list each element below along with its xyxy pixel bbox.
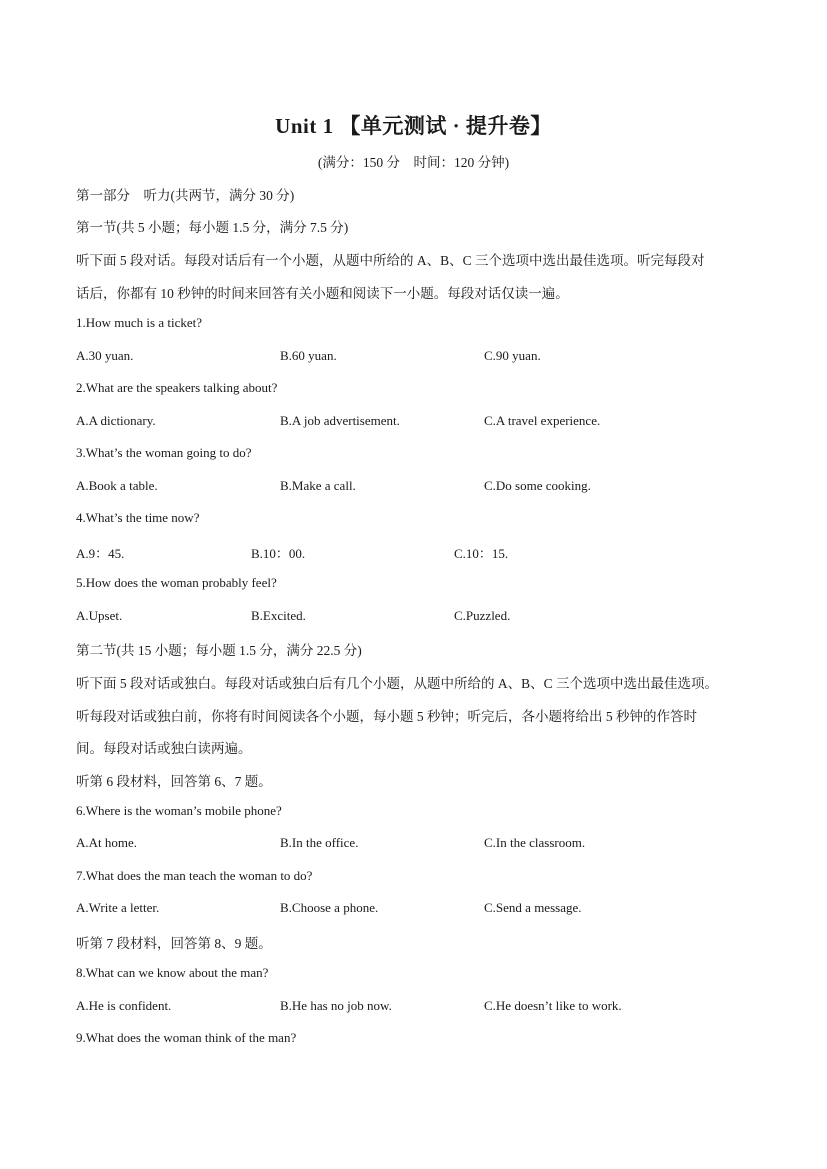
q5-option-b: B.Excited. [251, 608, 306, 623]
q8-option-a: A.He is confident. [76, 998, 172, 1013]
section1-heading: 第一节(共 5 小题；每小题 1.5 分，满分 7.5 分) [76, 220, 349, 235]
page-title: Unit 1 【单元测试 · 提升卷】 [275, 114, 552, 138]
section2-heading: 第二节(共 15 小题；每小题 1.5 分，满分 22.5 分) [76, 643, 362, 658]
q2-option-c: C.A travel experience. [484, 413, 601, 428]
question-2: 2.What are the speakers talking about? [76, 380, 278, 395]
question-8: 8.What can we know about the man? [76, 965, 269, 980]
q2-option-b: B.A job advertisement. [280, 413, 400, 428]
question-1: 1.How much is a ticket? [76, 315, 202, 330]
section2-instruction-line-1: 听下面 5 段对话或独白。每段对话或独白后有几个小题，从题中所给的 A、B、C 三个选项中选出最佳选项。 [76, 676, 719, 691]
material-6-heading: 听第 6 段材料，回答第 6、7 题。 [76, 774, 272, 789]
q6-option-c: C.In the classroom. [484, 835, 586, 850]
q5-option-a: A.Upset. [76, 608, 123, 623]
q5-option-c: C.Puzzled. [454, 608, 511, 623]
q7-option-a: A.Write a letter. [76, 900, 160, 915]
material-7-heading: 听第 7 段材料，回答第 8、9 题。 [76, 936, 272, 951]
q3-option-b: B.Make a call. [280, 478, 356, 493]
q3-option-c: C.Do some cooking. [484, 478, 591, 493]
exam-info: (满分：150 分 时间：120 分钟) [317, 155, 510, 170]
q3-option-a: A.Book a table. [76, 478, 158, 493]
section1-instruction-line-2: 话后，你都有 10 秒钟的时间来回答有关小题和阅读下一小题。每段对话仅读一遍。 [76, 286, 569, 301]
q8-option-b: B.He has no job now. [280, 998, 392, 1013]
q4-option-b: B.10：00. [251, 546, 306, 561]
section1-instruction-line-1: 听下面 5 段对话。每段对话后有一个小题，从题中所给的 A、B、C 三个选项中选出最佳选项。听完每段对 [76, 253, 705, 268]
q7-option-b: B.Choose a phone. [280, 900, 379, 915]
q1-option-b: B.60 yuan. [280, 348, 337, 363]
question-6: 6.Where is the woman’s mobile phone? [76, 803, 282, 818]
q6-option-b: B.In the office. [280, 835, 359, 850]
section2-instruction-line-3: 间。每段对话或独白读两遍。 [76, 741, 252, 756]
q1-option-a: A.30 yuan. [76, 348, 134, 363]
question-3: 3.What’s the woman going to do? [76, 445, 252, 460]
q6-option-a: A.At home. [76, 835, 138, 850]
q4-option-c: C.10：15. [454, 546, 509, 561]
section2-instruction-line-2: 听每段对话或独白前，你将有时间阅读各个小题，每小题 5 秒钟；听完后，各小题将给出 5 秒钟的作答时 [76, 709, 697, 724]
q7-option-c: C.Send a message. [484, 900, 582, 915]
question-7: 7.What does the man teach the woman to do? [76, 868, 313, 883]
question-4: 4.What’s the time now? [76, 510, 200, 525]
q1-option-c: C.90 yuan. [484, 348, 541, 363]
q8-option-c: C.He doesn’t like to work. [484, 998, 622, 1013]
q4-option-a: A.9：45. [76, 546, 125, 561]
part1-heading: 第一部分 听力(共两节，满分 30 分) [76, 188, 295, 203]
q2-option-a: A.A dictionary. [76, 413, 156, 428]
question-9: 9.What does the woman think of the man? [76, 1030, 297, 1045]
question-5: 5.How does the woman probably feel? [76, 575, 277, 590]
